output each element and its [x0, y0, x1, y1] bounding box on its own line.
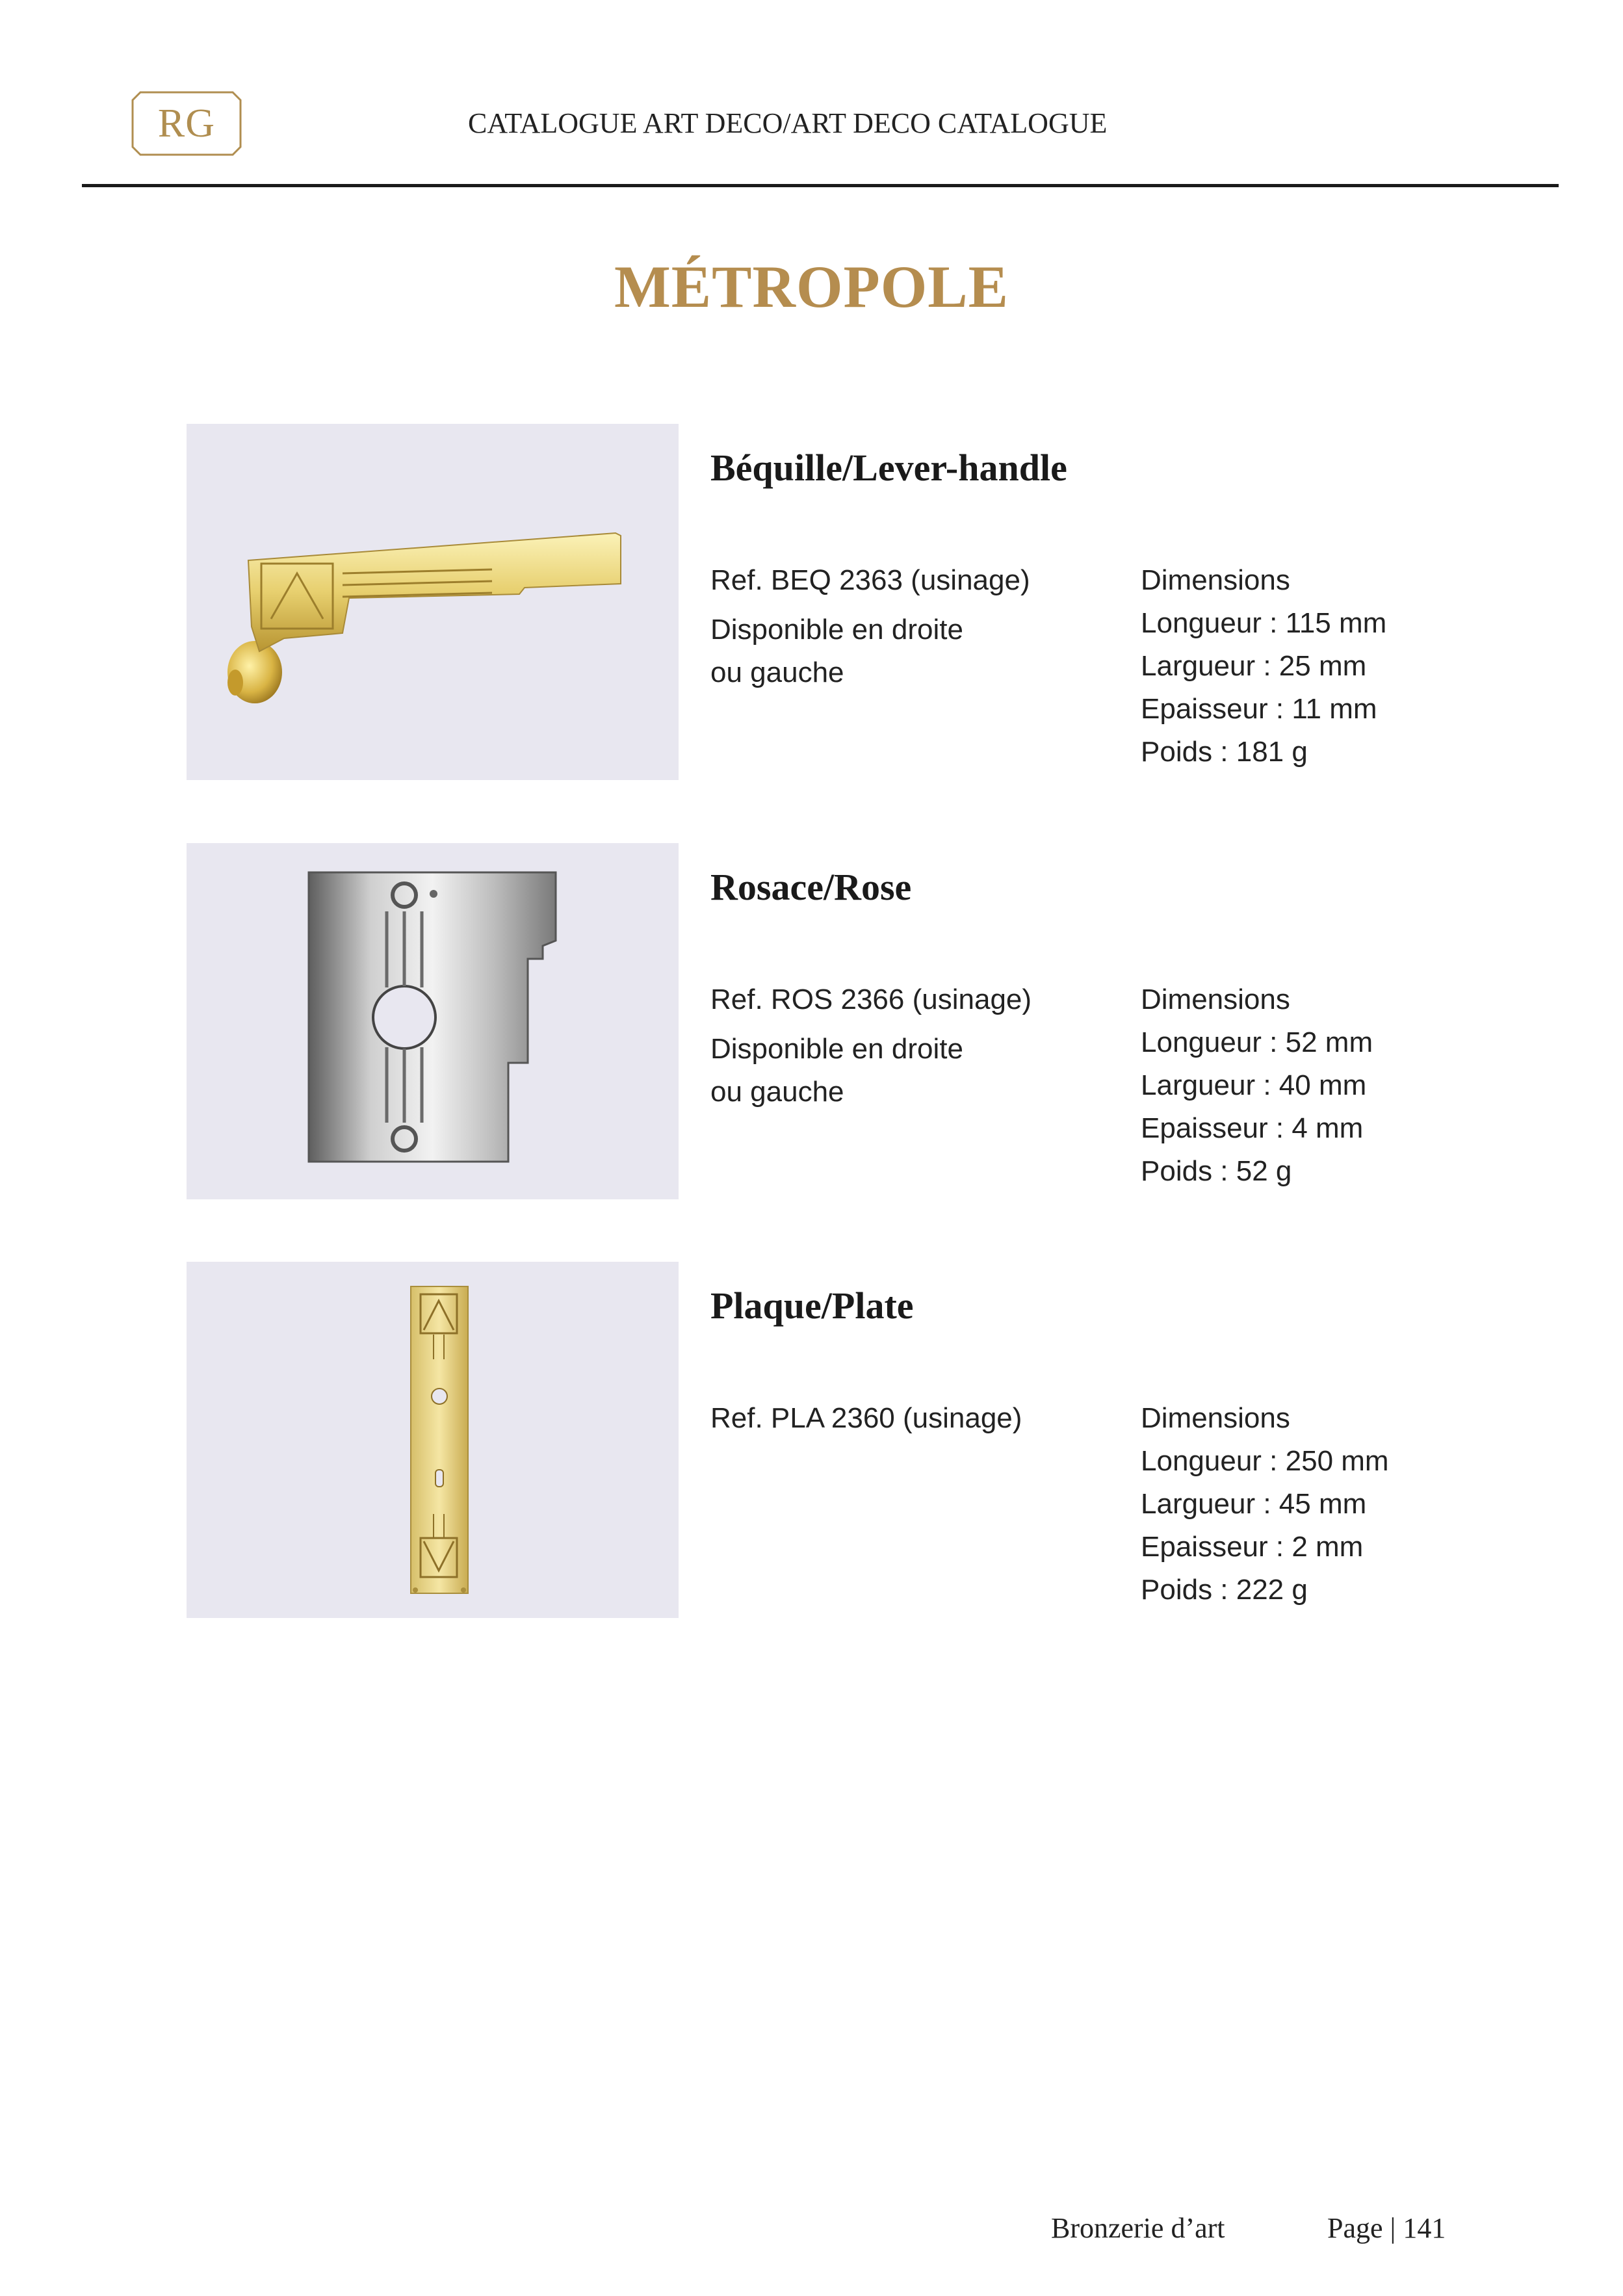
product-photo-plate: [187, 1262, 679, 1618]
availability-line-1: Disponible en droite: [710, 1033, 963, 1065]
product-reference: Ref. ROS 2366 (usinage): [710, 984, 1032, 1015]
availability-line-2: ou gauche: [710, 657, 844, 688]
product-name: Béquille/Lever-handle: [710, 447, 1067, 489]
product-plate: [187, 1262, 1454, 1618]
dimension-length: Longueur : 52 mm: [1141, 1026, 1373, 1058]
product-info: [710, 1397, 1113, 1446]
dimensions-label: Dimensions: [1141, 564, 1290, 596]
product-reference: Ref. PLA 2360 (usinage): [710, 1402, 1022, 1434]
page-title: MÉTROPOLE: [614, 254, 1009, 320]
dimensions-label: Dimensions: [1141, 984, 1290, 1015]
dimension-width: Largueur : 45 mm: [1141, 1488, 1367, 1520]
product-rose: [187, 843, 1454, 1199]
dimension-weight: Poids : 222 g: [1141, 1574, 1308, 1606]
dimension-weight: Poids : 52 g: [1141, 1155, 1292, 1187]
header-divider: [82, 184, 1559, 187]
product-lever-handle: [187, 424, 1454, 780]
catalogue-title: CATALOGUE ART DECO/ART DECO CATALOGUE: [468, 107, 1108, 139]
product-photo-lever-handle: [187, 424, 679, 780]
product-reference: Ref. BEQ 2363 (usinage): [710, 564, 1030, 596]
dimensions-label: Dimensions: [1141, 1402, 1290, 1434]
product-info: [710, 978, 1113, 1114]
product-info: [710, 559, 1113, 694]
availability-line-2: ou gauche: [710, 1076, 844, 1108]
product-dimensions: [1141, 978, 1453, 1193]
dimension-thickness: Epaisseur : 4 mm: [1141, 1112, 1364, 1144]
dimension-width: Largueur : 40 mm: [1141, 1069, 1367, 1101]
dimension-weight: Poids : 181 g: [1141, 736, 1308, 768]
dimension-thickness: Epaisseur : 2 mm: [1141, 1531, 1364, 1563]
product-dimensions: [1141, 1397, 1453, 1611]
logo: [131, 91, 242, 156]
product-dimensions: [1141, 559, 1453, 774]
dimension-length: Longueur : 115 mm: [1141, 607, 1387, 639]
logo-monogram: RG: [157, 101, 216, 146]
footer-section-name: Bronzerie d’art: [1051, 2212, 1225, 2244]
page-number: Page | 141: [1327, 2212, 1446, 2244]
product-photo-rose: [187, 843, 679, 1199]
rose-image: [187, 843, 679, 1199]
availability-line-1: Disponible en droite: [710, 614, 963, 646]
plate-image: [187, 1262, 679, 1618]
product-name: Plaque/Plate: [710, 1285, 914, 1327]
dimension-thickness: Epaisseur : 11 mm: [1141, 693, 1377, 725]
dimension-width: Largueur : 25 mm: [1141, 650, 1367, 682]
dimension-length: Longueur : 250 mm: [1141, 1445, 1389, 1477]
product-name: Rosace/Rose: [710, 866, 912, 908]
lever-handle-image: [187, 424, 679, 780]
